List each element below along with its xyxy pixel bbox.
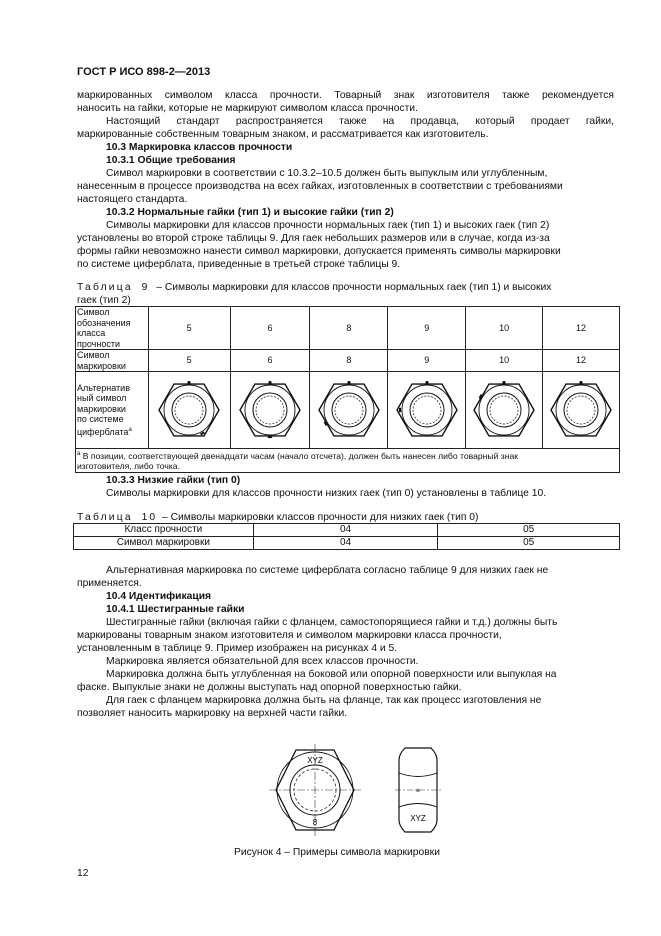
paragraph-line: по системе циферблата, приведенные в третьей строке таблицы 9. <box>77 259 401 270</box>
figure-mark-xyz: XYZ <box>307 756 323 765</box>
nut-top-view <box>269 744 361 836</box>
subsection-heading: 10.3.2 Нормальные гайки (тип 1) и высокие гайки (тип 2) <box>106 207 394 218</box>
table10-caption-number: 10 <box>141 512 158 523</box>
figure-mark-class: 8 <box>312 818 318 827</box>
table-cell: 04 <box>253 524 438 537</box>
table-cell: 05 <box>438 524 620 537</box>
table-cell: 8 <box>310 307 388 350</box>
table-cell: 5 <box>148 350 230 372</box>
paragraph-line: установлены во второй строке таблицы 9. Для гаек небольших размеров или в случае, когда из-за <box>77 233 550 244</box>
nut-clock-12 <box>543 372 620 449</box>
figure-4-drawing <box>255 740 445 840</box>
table-cell: 6 <box>230 350 310 372</box>
paragraph-line: позволяет наносить маркировку на верхней части гайки. <box>77 708 348 719</box>
table10-caption-word: Таблица <box>77 512 133 523</box>
subsection-heading: 10.3.1 Общие требования <box>106 155 236 166</box>
paragraph-line: Маркировка должна быть углубленная на боковой или опорной поверхности или выпуклая на <box>106 669 557 680</box>
section-heading: 10.4 Идентификация <box>106 591 212 602</box>
table-cell: 10 <box>466 307 543 350</box>
table-row <box>76 372 620 449</box>
table10-caption-text: – Символы маркировки классов прочности для низких гаек (тип 0) <box>162 512 479 523</box>
nut-clock-9-icon <box>394 377 460 443</box>
subsection-heading: 10.4.1 Шестигранные гайки <box>106 604 245 615</box>
table9-caption <box>77 281 551 294</box>
intro-line: Настоящий стандарт распространяется также на продавца, который продает гайки, <box>106 116 614 127</box>
paragraph-line: Символы маркировки для классов прочности низких гаек (тип 0) установлены в таблице 10. <box>106 488 547 499</box>
table-cell: 05 <box>438 537 620 550</box>
paragraph-line: Шестигранные гайки (включая гайки с фланцем, самостопорящиеся гайки и т.д.) должны быть <box>106 617 558 628</box>
paragraph-line: нанесенным в процессе производства на всех гайках, изготовленных в соответствии с требованиями <box>77 181 563 192</box>
paragraph-line: Маркировка является обязательной для всех классов прочности. <box>106 656 419 667</box>
table9-caption-word: Таблица <box>77 282 133 293</box>
paragraph-line: фаске. Выпуклые знаки не должны выступать над опорной поверхностью гайки. <box>77 682 462 693</box>
table-cell: 5 <box>148 307 230 350</box>
paragraph-line: Символы маркировки для классов прочности нормальных гаек (тип 1) и высоких гаек (тип 2) <box>106 220 550 231</box>
nut-clock-5-icon <box>156 377 222 443</box>
intro-line: наносить на гайки, которые не маркируют символом класса прочности. <box>77 103 418 114</box>
table-row <box>74 537 620 550</box>
page-number: 12 <box>77 868 89 879</box>
paragraph-line: Альтернативная маркировка по системе циферблата согласно таблице 9 для низких гаек не <box>106 565 549 576</box>
table-cell: 12 <box>543 307 620 350</box>
figure-caption: Рисунок 4 – Примеры символа маркировки <box>234 847 440 858</box>
table-row <box>76 307 620 350</box>
table9-caption-number: 9 <box>141 282 150 293</box>
paragraph-line: установленным в таблице 9. Пример изображен на рисунках 4 и 5. <box>77 643 398 654</box>
row-header: Символ обозначения класса прочности <box>76 307 149 350</box>
table-cell: Символ маркировки <box>74 537 254 550</box>
table-10 <box>73 523 620 550</box>
table9-caption-text: – Символы маркировки для классов прочности нормальных гаек (тип 1) и высоких <box>156 282 552 293</box>
table-footnote-row <box>76 449 620 473</box>
nut-clock-8 <box>310 372 388 449</box>
nut-clock-6 <box>230 372 310 449</box>
table-cell: 9 <box>388 350 466 372</box>
nut-clock-10 <box>466 372 543 449</box>
table-cell: 10 <box>466 350 543 372</box>
table-cell: Класс прочности <box>74 524 254 537</box>
table-cell: 8 <box>310 350 388 372</box>
nut-clock-6-icon <box>237 377 303 443</box>
table-row <box>76 350 620 372</box>
nut-side-view <box>395 748 441 832</box>
table9-caption-line2: гаек (тип 2) <box>77 295 131 306</box>
subsection-heading: 10.3.3 Низкие гайки (тип 0) <box>106 475 241 486</box>
row-header: Альтернатив ный символ маркировки по системе циферблата$^a$ <box>76 372 149 449</box>
side-small-mark-icon: ⊕ <box>415 788 421 794</box>
table-cell: 9 <box>388 307 466 350</box>
table-cell: 6 <box>230 307 310 350</box>
paragraph-line: формы гайки невозможно нанести символ маркировки, допускается применять символы маркировки <box>77 246 561 257</box>
nut-clock-5 <box>148 372 230 449</box>
table9-footnote: $^a$ В позиции, соответствующей двенадцати часам (начало отсчета), должен быть нанесен либо товарный знак изготовителя, либо точка. <box>76 449 620 473</box>
intro-line: маркированных символом класса прочности. Товарный знак изготовителя также рекомендуется <box>77 90 614 101</box>
table-cell: 12 <box>543 350 620 372</box>
figure-side-mark: XYZ <box>410 814 426 823</box>
nut-clock-9 <box>388 372 466 449</box>
paragraph-line: настоящего стандарта. <box>77 194 188 205</box>
document-code: ГОСТ Р ИСО 898-2—2013 <box>77 66 211 78</box>
paragraph-line: применяется. <box>77 578 142 589</box>
intro-line: маркированные собственным товарным знаком, и рассматривается как изготовитель. <box>77 129 489 140</box>
table-cell: 04 <box>253 537 438 550</box>
table-9 <box>75 306 620 473</box>
section-heading: 10.3 Маркировка классов прочности <box>106 142 293 153</box>
nut-clock-10-icon <box>471 377 537 443</box>
table-row <box>74 524 620 537</box>
row-header: Символ маркировки <box>76 350 149 372</box>
paragraph-line: Символ маркировки в соответствии с 10.3.2–10.5 должен быть выпуклым или углубленным, <box>106 168 548 179</box>
paragraph-line: маркированы товарным знаком изготовителя и символом маркировки класса прочности, <box>77 630 502 641</box>
nut-clock-12-icon <box>548 377 614 443</box>
paragraph-line: Для гаек с фланцем маркировка должна быть на фланце, так как процесс изготовления не <box>106 695 542 706</box>
nut-clock-8-icon <box>316 377 382 443</box>
